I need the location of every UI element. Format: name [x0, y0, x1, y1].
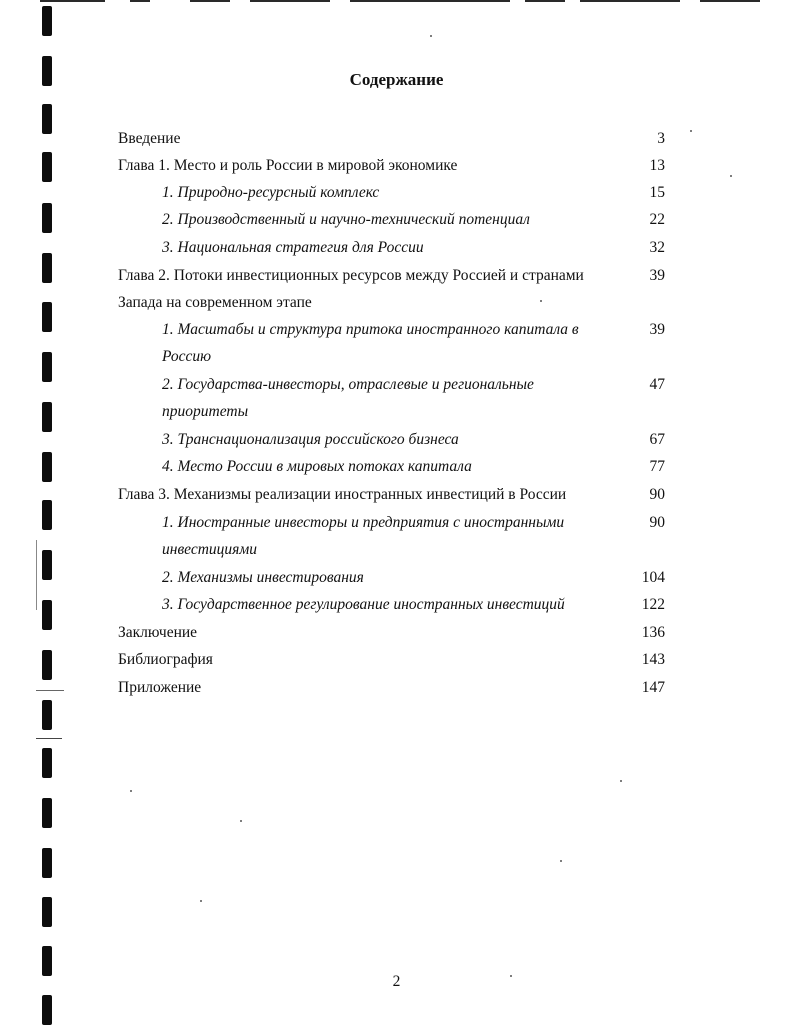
- scan-artifact-left: [36, 540, 37, 610]
- binding-mark: [42, 352, 52, 382]
- speck: [540, 300, 542, 302]
- scan-artifact-top: [525, 0, 565, 2]
- toc-entry: Глава 1. Место и роль России в мировой экономике: [118, 157, 458, 174]
- scan-artifact-top: [40, 0, 105, 2]
- speck: [240, 820, 242, 822]
- toc-page-number: 22: [649, 211, 665, 228]
- binding-mark: [42, 650, 52, 680]
- toc-page-number: 67: [649, 431, 665, 448]
- binding-mark: [42, 798, 52, 828]
- page-title: Содержание: [349, 70, 444, 89]
- scan-artifact-left: [36, 738, 62, 739]
- toc-entry: 2. Производственный и научно-технический потенциал: [162, 211, 530, 228]
- binding-mark: [42, 6, 52, 36]
- toc-entry: приоритеты: [162, 403, 249, 420]
- toc-entry: 3. Национальная стратегия для России: [162, 239, 424, 256]
- binding-mark: [42, 500, 52, 530]
- binding-mark: [42, 550, 52, 580]
- toc-page-number: 90: [649, 486, 665, 503]
- toc-entry: 2. Механизмы инвестирования: [162, 569, 364, 586]
- binding-mark: [42, 203, 52, 233]
- toc-page-number: 39: [649, 321, 665, 338]
- toc-entry: Введение: [118, 130, 181, 147]
- page-number: 2: [392, 973, 401, 990]
- toc-page-number: 13: [649, 157, 665, 174]
- binding-mark: [42, 253, 52, 283]
- toc-entry: 1. Природно-ресурсный комплекс: [162, 184, 380, 201]
- binding-mark: [42, 748, 52, 778]
- toc-entry: Библиография: [118, 651, 213, 668]
- toc-entry: 4. Место России в мировых потоках капитала: [162, 458, 472, 475]
- toc-page-number: 136: [641, 624, 665, 641]
- toc-entry: Запада на современном этапе: [118, 294, 312, 311]
- binding-mark: [42, 700, 52, 730]
- binding-mark: [42, 402, 52, 432]
- binding-mark: [42, 302, 52, 332]
- binding-mark: [42, 104, 52, 134]
- toc-page-number: 90: [649, 514, 665, 531]
- toc-page-number: 122: [641, 596, 665, 613]
- toc-entry: 1. Масштабы и структура притока иностранного капитала в: [162, 321, 579, 338]
- speck: [730, 175, 732, 177]
- toc-page-number: 3: [657, 130, 665, 147]
- binding-mark: [42, 452, 52, 482]
- toc-entry: 3. Транснационализация российского бизнеса: [162, 431, 459, 448]
- toc-entry: Заключение: [118, 624, 198, 641]
- toc-page-number: 47: [649, 376, 665, 393]
- scan-artifact-top: [580, 0, 680, 2]
- toc-page-number: 32: [649, 239, 665, 256]
- toc-entry: 2. Государства-инвесторы, отраслевые и региональные: [162, 376, 534, 393]
- binding-mark: [42, 946, 52, 976]
- binding-mark: [42, 152, 52, 182]
- toc-page-number: 15: [649, 184, 665, 201]
- binding-mark: [42, 897, 52, 927]
- toc-entry: Глава 3. Механизмы реализации иностранных инвестиций в России: [118, 486, 567, 503]
- scan-artifact-top: [190, 0, 230, 2]
- toc-entry: Глава 2. Потоки инвестиционных ресурсов между Россией и странами: [118, 267, 584, 284]
- speck: [560, 860, 562, 862]
- binding-mark: [42, 600, 52, 630]
- speck: [620, 780, 622, 782]
- speck: [690, 130, 692, 132]
- scan-artifact-top: [250, 0, 330, 2]
- scan-artifact-top: [700, 0, 760, 2]
- speck: [130, 790, 132, 792]
- scan-artifact-top: [350, 0, 510, 2]
- scan-artifact-left: [36, 690, 64, 691]
- toc-page-number: 77: [649, 458, 665, 475]
- binding-mark: [42, 848, 52, 878]
- toc-entry: инвестициями: [162, 541, 258, 558]
- toc-page-number: 39: [649, 267, 665, 284]
- scan-artifact-top: [130, 0, 150, 2]
- toc-page-number: 104: [641, 569, 665, 586]
- toc-page-number: 143: [641, 651, 665, 668]
- toc-entry: 1. Иностранные инвесторы и предприятия с иностранными: [162, 514, 565, 531]
- binding-mark: [42, 995, 52, 1025]
- toc-entry: Россию: [162, 348, 212, 365]
- speck: [430, 35, 432, 37]
- speck: [200, 900, 202, 902]
- toc-entry: 3. Государственное регулирование иностранных инвестиций: [162, 596, 565, 613]
- toc-page-number: 147: [641, 679, 665, 696]
- toc-entry: Приложение: [118, 679, 202, 696]
